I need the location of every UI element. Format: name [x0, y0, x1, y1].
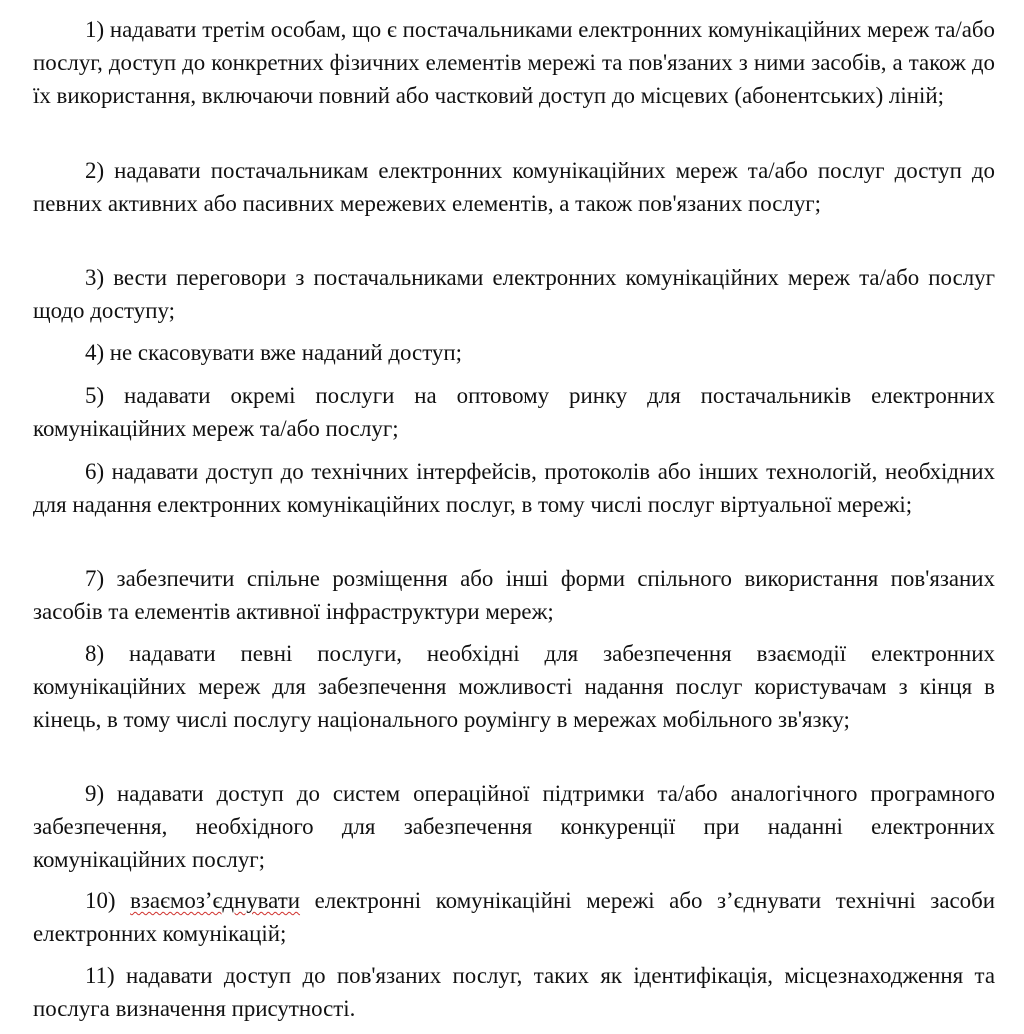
list-item-2: 2) надавати постачальникам електронних комунікаційних мереж та/або послуг доступ до певних активних або пасивних мережевих елементів, а також пов'язаних послуг;: [33, 158, 995, 216]
list-item-10: [33, 885, 995, 951]
list-item-8: 8) надавати певні послуги, необхідні для забезпечення взаємодії електронних комунікаційних мереж для забезпечення можливості надання послуг користувачам з кінця в кінець, в тому числі послугу національного роумінгу в мережах мобільного зв'язку;: [33, 641, 995, 732]
list-item-10-number: 10): [85, 888, 116, 913]
list-item-5: 5) надавати окремі послуги на оптовому ринку для постачальників електронних комунікаційних мереж та/або послуг;: [33, 383, 995, 441]
list-item-11: 11) надавати доступ до пов'язаних послуг, таких як ідентифікація, місцезнаходження та послуга визначення присутності.: [33, 963, 995, 1021]
list-item-7: 7) забезпечити спільне розміщення або інші форми спільного використання пов'язаних засобів та елементів активної інфраструктури мереж;: [33, 566, 995, 624]
spellcheck-flagged-word[interactable]: взаємоз’єднувати: [130, 888, 301, 913]
list-item-4: 4) не скасовувати вже наданий доступ;: [85, 340, 462, 365]
list-item-9: 9) надавати доступ до систем операційної підтримки та/або аналогічного програмного забезпечення, необхідного для забезпечення конкуренції при наданні електронних комунікаційних послуг;: [33, 781, 995, 872]
list-item-1: 1) надавати третім особам, що є постачальниками електронних комунікаційних мереж та/або послуг, доступ до конкретних фізичних елементів мережі та пов'язаних з ними засобів, а також до їх використання, включаючи повний або частковий доступ до місцевих (абонентських) ліній;: [33, 17, 995, 108]
list-item-6: 6) надавати доступ до технічних інтерфейсів, протоколів або інших технологій, необхідних для надання електронних комунікаційних послуг, в тому числі послуг віртуальної мережі;: [33, 459, 995, 517]
list-item-3: 3) вести переговори з постачальниками електронних комунікаційних мереж та/або послуг щодо доступу;: [33, 265, 995, 323]
list-item-10-text: електронні комунікаційні мережі або з’єднувати технічні засоби електронних комунікацій;: [33, 888, 995, 946]
